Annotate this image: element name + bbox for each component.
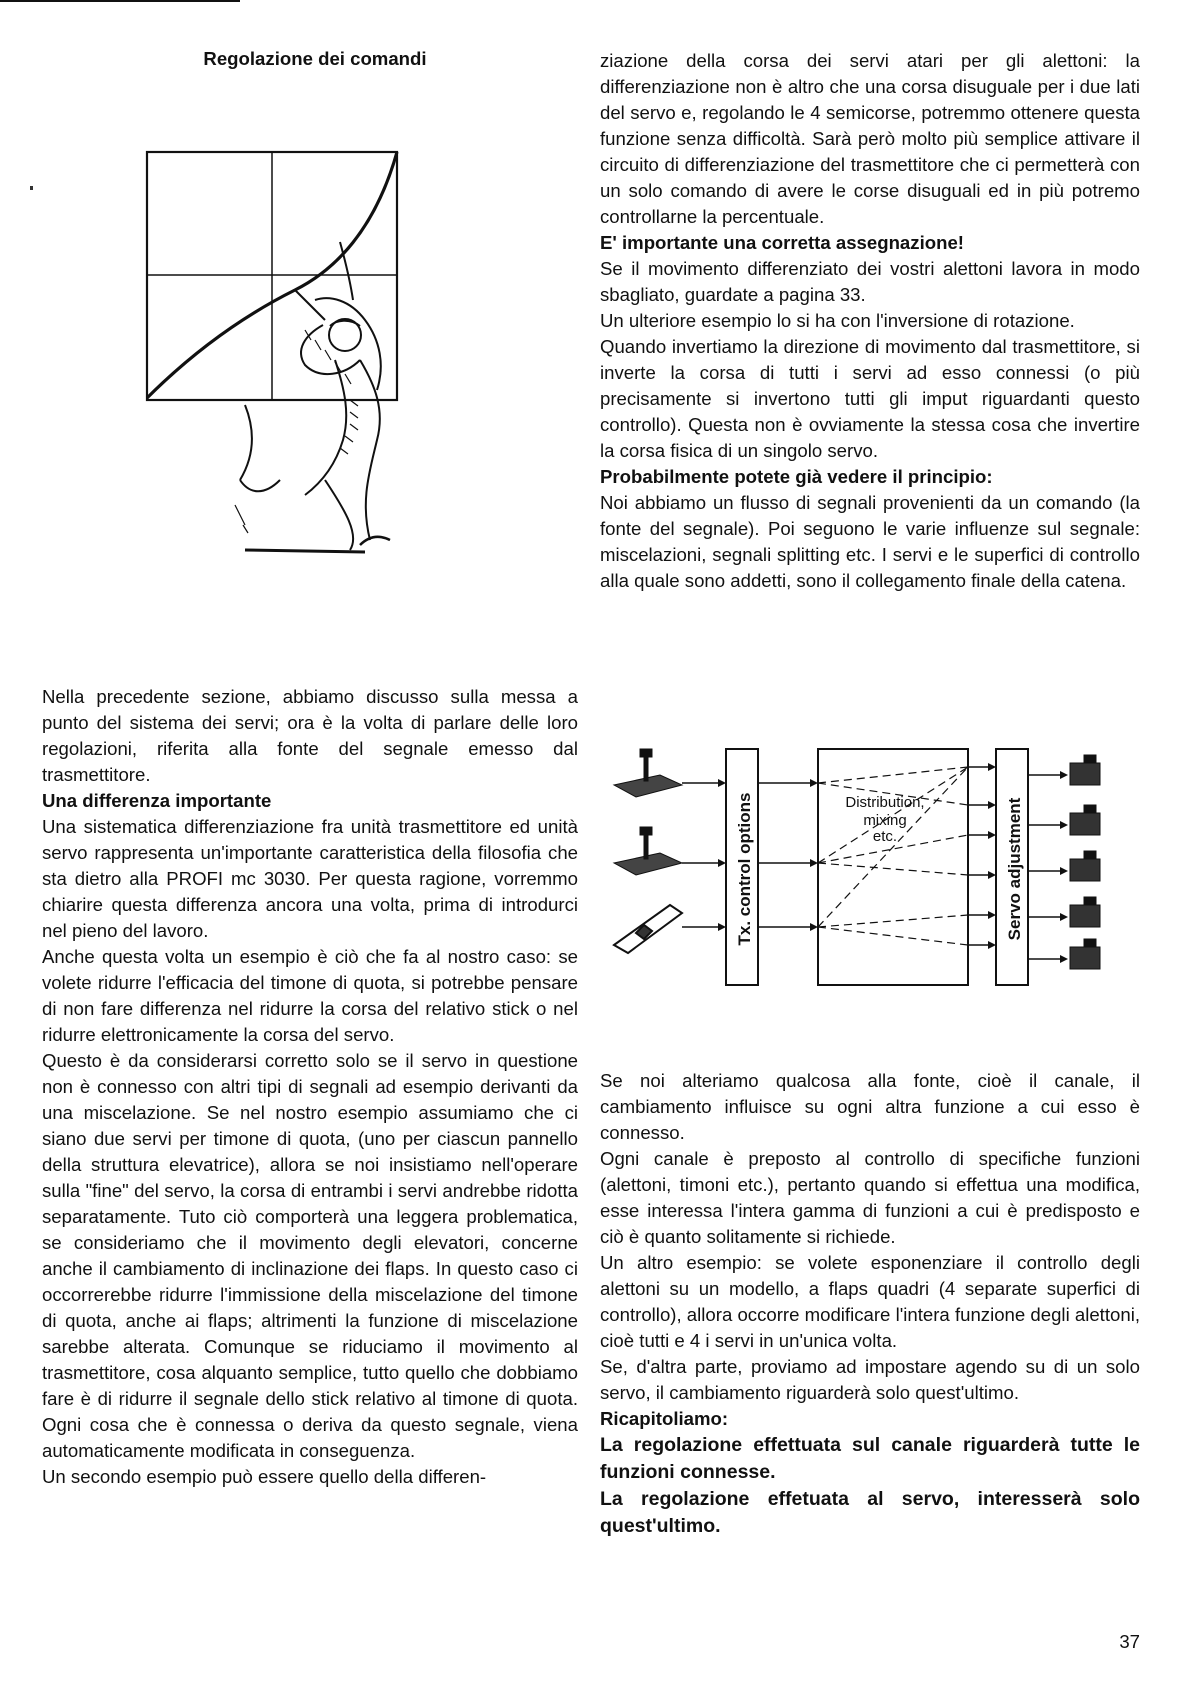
right-bottom-paragraph: La regolazione effetuata al servo, interesserà solo quest'ultimo.	[600, 1488, 1140, 1537]
section-heading: Regolazione dei comandi	[203, 48, 427, 69]
signal-flow-diagram	[600, 745, 1160, 995]
right-column-top	[600, 48, 1140, 594]
stick-icon	[614, 749, 682, 797]
servo-adjustment-label: Servo adjustment	[1005, 797, 1024, 941]
left-paragraph: Un secondo esempio può essere quello della differen-	[42, 1466, 487, 1487]
left-paragraph: Nella precedente sezione, abbiamo discusso sulla messa a punto del sistema dei servi; ora è la volta di parlare delle loro regolazioni, riferita alla fonte del segnale emesso dal trasmettitore.	[42, 686, 578, 785]
right-bottom-paragraph: Se, d'altra parte, proviamo ad impostare agendo su di un solo servo, il cambiamento riguarderà solo quest'ultimo.	[600, 1356, 1140, 1403]
right-bottom-paragraph: Se noi alteriamo qualcosa alla fonte, cioè il canale, il cambiamento influisce su ogni altra funzione a cui esso è connesso.	[600, 1070, 1140, 1143]
left-paragraph: Anche questa volta un esempio è ciò che fa al nostro caso: se volete ridurre l'efficacia del timone di quota, si potrebbe pensare di non fare differenza nel ridurre la corsa del relativo stick o nel ridurre elettronicamente la corsa del servo.	[42, 946, 578, 1045]
distribution-label-3: etc.	[872, 828, 898, 845]
right-column-bottom	[600, 1068, 1140, 1540]
scan-speck	[30, 186, 33, 190]
right-top-paragraph: Un ulteriore esempio lo si ha con l'inversione di rotazione.	[600, 310, 1075, 331]
page-number: 37	[1119, 1631, 1140, 1652]
servo-icon	[1070, 805, 1100, 835]
tx-options-label: Tx. control options	[735, 792, 754, 946]
servo-icon	[1070, 755, 1100, 785]
cartoon-person-icon	[235, 242, 390, 552]
left-paragraph: Questo è da considerarsi corretto solo se il servo in questione non è connesso con altri tipi di segnali ad esempio derivanti da una miscelazione. Se nel nostro esempio assumiamo che ci siano due servi per timone di quota, (uno per ciascun pannello della struttura elevatrice), allora se noi insistiamo nell'operare sulla "fine" del servo, la corsa di entrambi i servi andrebbe ridotta separatamente. Tuto ciò comporterà una leggera problematica, se consideriamo che il movimento degli elevatori, concerne anche il cambiamento di inclinazione dei flaps. In questo caso ci occorrerebbe ridurre l'immissione della miscelazione del timone di quota, anche ai flaps; altrimenti la funzione di miscelazione sarebbe alterata. Comunque se riduciamo il movimento al trasmettitore, cosa alquanto semplice, tutto quello che dobbiamo fare è di ridurre il segnale dello stick relativo al timone di quota. Ogni cosa che è connessa o deriva da questo segnale, viena automaticamente modificata in conseguenza.	[42, 1050, 578, 1461]
slider-icon	[614, 905, 682, 953]
right-top-paragraph: E' importante una corretta assegnazione!	[600, 232, 964, 253]
left-paragraph: Una differenza importante	[42, 790, 272, 811]
servo-icon	[1070, 897, 1100, 927]
right-top-paragraph: ziazione della corsa dei servi atari per gli alettoni: la differenziazione non è altro che una corsa disuguale per i due lati del servo e, regolando le 4 semicorse, potremmo ottenere questa funzione senza difficoltà. Sarà però molto più semplice attivare il circuito di differenziazione del trasmettitore che ci permetterà con un solo comando di avere le corse disuguali ed in più potremo controllarne la percentuale.	[600, 50, 1140, 227]
left-paragraph: Una sistematica differenziazione fra unità trasmettitore ed unità servo rappresenta un'importante caratteristica della filosofia che sta dietro alla PROFI mc 3030. Per questa ragione, vorremmo chiarire questa differenza ancora una volta, prima di introdurci nel pieno del lavoro.	[42, 816, 578, 941]
right-bottom-paragraph: Ricapitoliamo:	[600, 1408, 729, 1429]
distribution-label-2: mixing	[863, 812, 907, 829]
top-rule	[0, 0, 240, 2]
stick-icon	[614, 827, 682, 875]
servo-icon	[1070, 939, 1100, 969]
graph-cartoon-figure	[145, 150, 405, 570]
right-bottom-paragraph: La regolazione effettuata sul canale riguarderà tutte le funzioni connesse.	[600, 1434, 1140, 1483]
right-bottom-paragraph: Un altro esempio: se volete esponenziare il controllo degli alettoni su un modello, a flaps quadri (4 separate superfici di controllo), allora occorre modificare l'intera funzione degli alettoni, cioè tutti e 4 i servi in un'unica volta.	[600, 1252, 1140, 1351]
right-top-paragraph: Probabilmente potete già vedere il principio:	[600, 466, 993, 487]
distribution-label-1: Distribution,	[845, 794, 925, 811]
distribution-box	[818, 749, 968, 985]
left-column	[42, 684, 578, 1490]
right-top-paragraph: Quando invertiamo la direzione di movimento dal trasmettitore, si inverte la corsa di tutti i servi ad esso connessi (o più precisamente si invertono tutti gli imput riguardanti questo controllo). Questa non è ovviamente la stessa cosa che invertire la corsa fisica di un singolo servo.	[600, 336, 1140, 461]
right-bottom-paragraph: Ogni canale è preposto al controllo di specifiche funzioni (alettoni, timoni etc.), pertanto quando si effettua una modifica, esse interessa l'intera gamma di funzioni a cui è predisposto e ciò è quanto solitamente si richiede.	[600, 1148, 1140, 1247]
servo-icon	[1070, 851, 1100, 881]
right-top-paragraph: Noi abbiamo un flusso di segnali provenienti da un comando (la fonte del segnale). Poi seguono le varie influenze sul segnale: miscelazioni, segnali splitting etc. I servi e le superfici di controllo alla quale sono addetti, sono il collegamento finale della catena.	[600, 492, 1140, 591]
right-top-paragraph: Se il movimento differenziato dei vostri alettoni lavora in modo sbagliato, guardate a pagina 33.	[600, 258, 1140, 305]
